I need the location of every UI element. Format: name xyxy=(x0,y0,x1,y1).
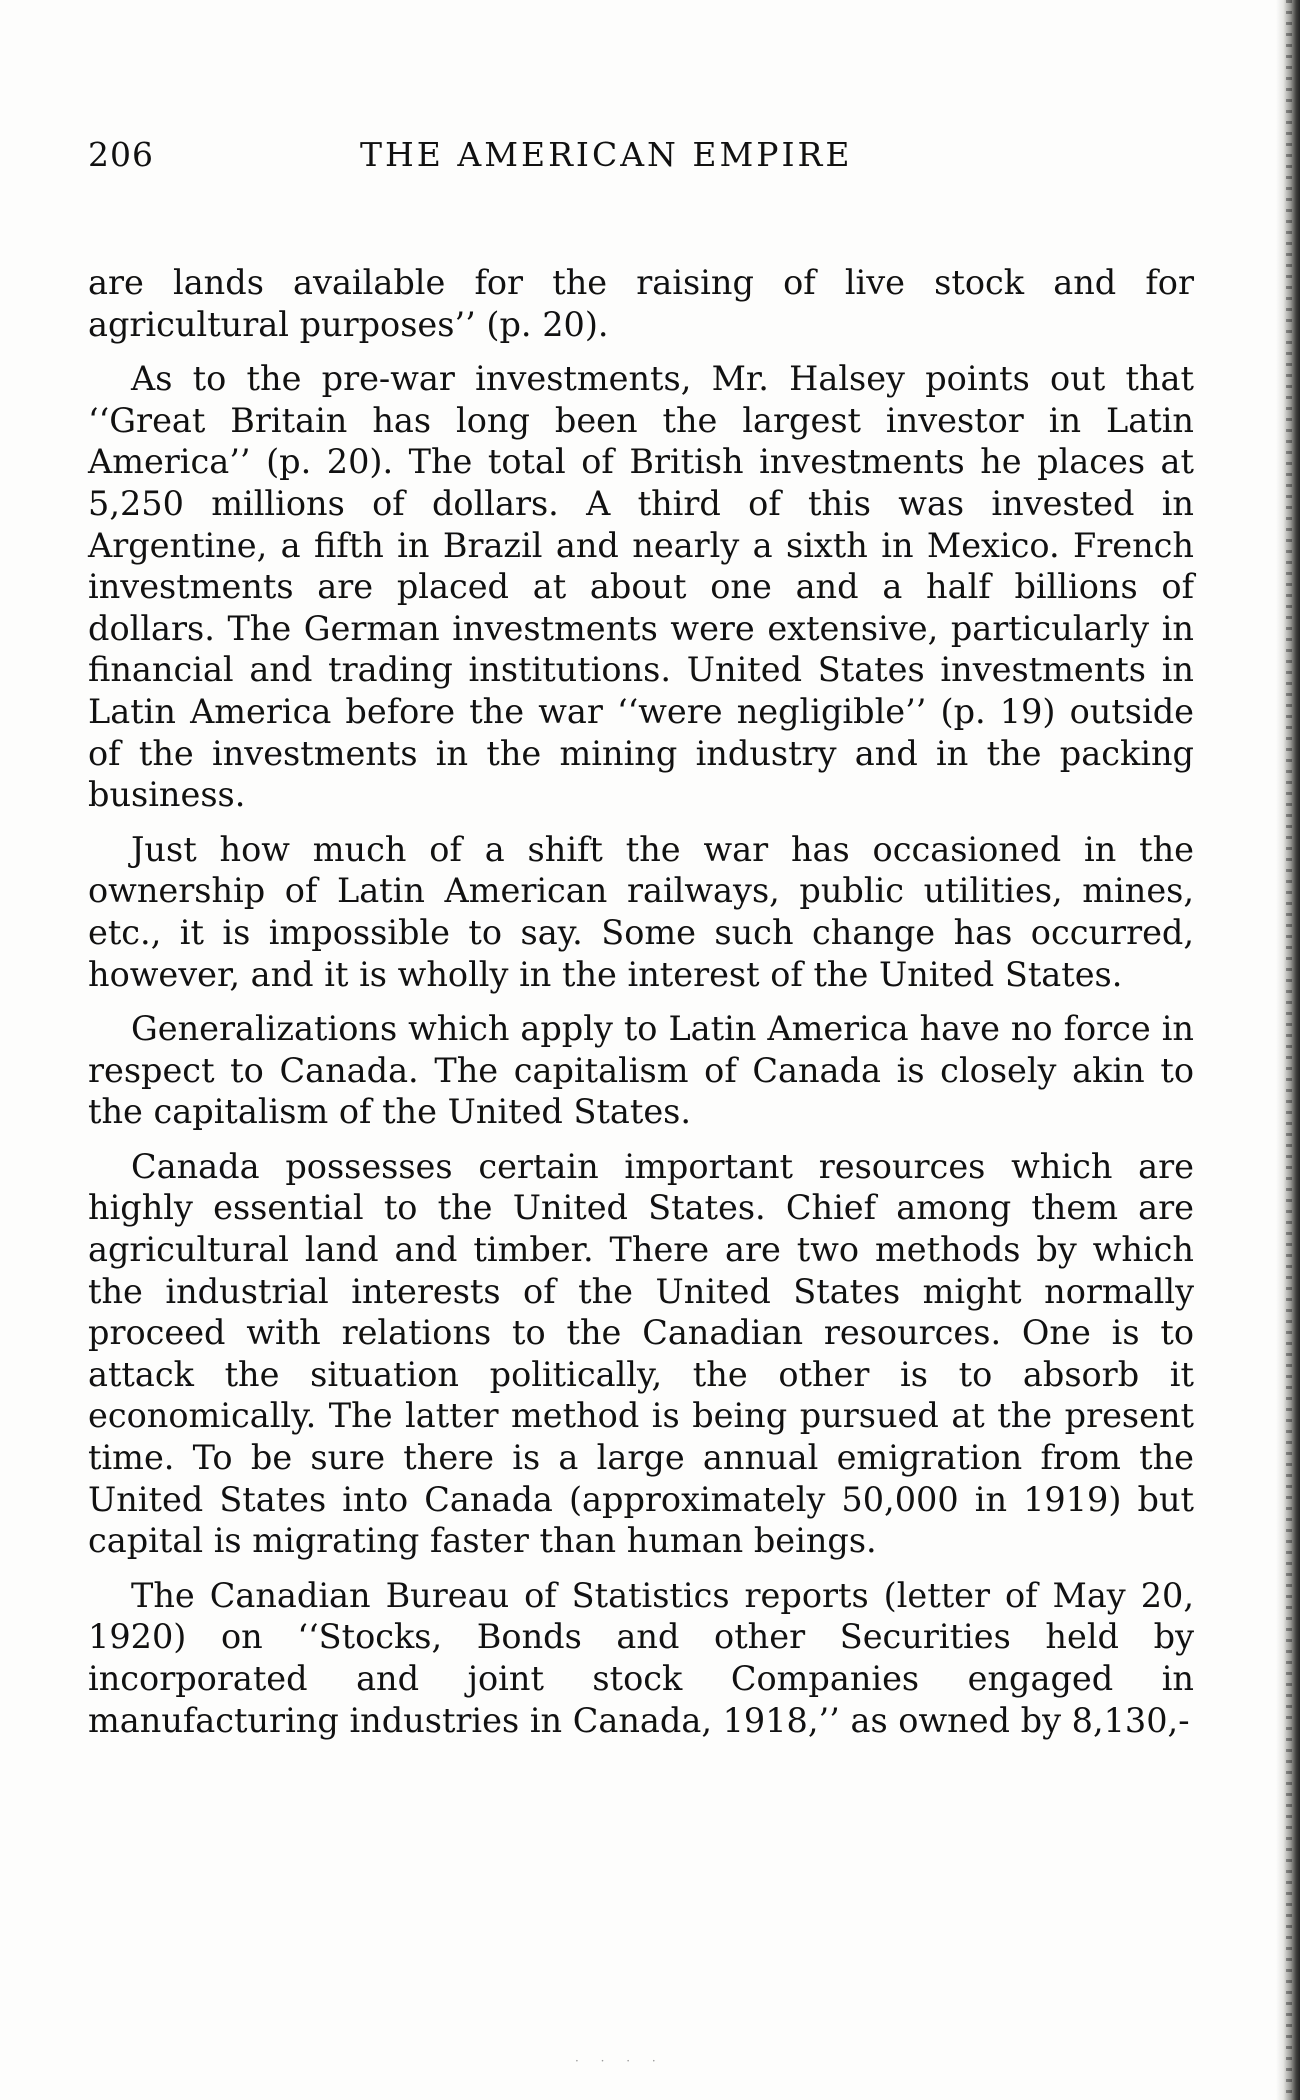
paragraph-war-shift: Just how much of a shift the war has occasioned in the ownership of Latin American railways, public utilities, mines, etc., it is impossible to say. Some such change has occurred, however, and it is wholly in the interest of the United States. xyxy=(88,829,1194,994)
paragraph-continued: are lands available for the raising of live stock and for agricultural purposes’’ (p. 20). xyxy=(88,263,1194,344)
running-head xyxy=(88,135,1198,185)
page-number: 206 xyxy=(88,135,154,174)
paragraph-canada-resources: Canada possesses certain important resources which are highly essential to the United States. Chief among them are agricultural land and timber. There are two methods by which the industrial interests of the United States might normally proceed with relations to the Canadian resources. One is to attack the situation politically, the other is to absorb it economically. The latter method is being pursued at the present time. To be sure there is a large annual emigration from the United States into Canada (approximately 50,000 in 1919) but capital is migrating faster than human beings. xyxy=(88,1146,1194,1561)
paragraph-bureau-statistics: The Canadian Bureau of Statistics reports (letter of May 20, 1920) on ‘‘Stocks, Bonds and other Securities held by incorporated and joint stock Companies engaged in manufacturing industries in Canada, 1918,’’ as owned by 8,130,- xyxy=(88,1575,1194,1740)
page-edge-noise xyxy=(1286,0,1292,2100)
paragraph-canada-generalizations: Generalizations which apply to Latin America have no force in respect to Canada. The capitalism of Canada is closely akin to the capitalism of the United States. xyxy=(88,1009,1194,1132)
paragraph-prewar-investments: As to the pre-war investments, Mr. Halsey points out that ‘‘Great Britain has long been the largest investor in Latin America’’ (p. 20). The total of British investments he places at 5,250 millions of dollars. A third of this was invested in Argentine, a fifth in Brazil and nearly a sixth in Mexico. French investments are placed at about one and a half billions of dollars. The German investments were extensive, particularly in financial and trading institutions. United States investments in Latin America before the war ‘‘were negligible’’ (p. 19) outside of the investments in the mining industry and in the packing business. xyxy=(88,359,1194,815)
body-text xyxy=(88,262,1194,1754)
running-title: THE AMERICAN EMPIRE xyxy=(360,135,853,174)
scan-specks: · · · · xyxy=(575,2054,665,2068)
